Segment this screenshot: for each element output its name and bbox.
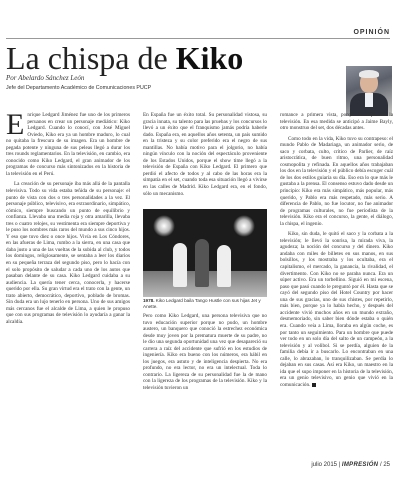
article-column-3 [280,112,393,388]
drop-cap: E [6,108,25,141]
footer-date: julio 2015 [311,462,338,468]
title-bold: Kiko [175,40,244,76]
author-photo-shirt [365,93,373,107]
photo-caption [143,298,267,310]
author-name: Abelardo Sánchez León [18,74,85,82]
photo-figure [195,239,209,287]
page-number: 25 [383,462,390,468]
byline [6,74,84,82]
section-label: OPINIÓN [353,29,390,36]
author-role: Jefe del Departamento Académico de Comunicaciones PUCP [6,85,152,91]
article-title [6,38,243,78]
article-column-2 [143,112,267,197]
caption-text: Kiko Ledgard baila Tango Hustle con sus hijas Jet y Anette. [143,298,261,309]
paragraph-text: Kiko, sin duda, le quitó el saco y la corbata a la televisión; le llevó la sonrisa, la mirada viva, la agudeza; la noción del concurso y del dinero. Kiko andaba con miles de billetes en sus manos, en sus bolsillos, y los mostraba y los ocultaba, era el capitalismo, el mercado, la ganancia, la rivalidad, el divertimento. Con Kiko no se paraba nunca. Era un súper activo. Era un torbellino. Siguió en mi escena, paso que pasó cuando le preguntó por él. Hasta que se cayó del segundo piso del Hotel Country por hacer una de sus gracias, uno de sus chistes, por repetirlo, más bien, porque ya lo había hecho, y después del accidente vivió muchos años en un mundo extraño, desmemoriado, sin saber bien dónde estaba o quién era. Cuando veía a Lima, lloraba en algún coche, es por tanto un seguimiento. Para un hombre que puede ver todo en un solo día del salto de un campeón, a la televisión y al volibol. Si se perdía, alguien de la familia debía ir a buscarlo. Lo encontraban en una calle, lo abrazaban, lo tranquilizaban. Se perdía lo dejaban en sus casas. Así era Kiko, un maestro en la ida que el supo imponer en la historia de la televisión, era un genio televisivo, un genio que vivió en la comunicación. [280,231,393,388]
stage-light [153,215,175,237]
author-photo-hair [359,70,379,78]
paragraph: En España fue un éxito total. Su personalidad vistosa, su gracia innata, su talento para las pruebas y los concursos lo llevó a un éxito que el franquismo jamás podría haberle dado. España era, en aquellos años setenta, un país sumido en la tristeza y su color preferido era el negro de sus mantillas. No había motivo para el jolgorio, no había ningún vínculo con la noción del espectáculo proveniente de los Estados Unidos, porque el show time llegó a la televisión de España con Kiko Ledgard. El primero que perdió el afecto de todos y al cabo de las horas era la simpatía en el set, cuando toda esa situación llegó a vivirse en las calles de Madrid. Kiko Ledgard era, en el fondo, sólo un mecanismo. [143,112,267,197]
page-footer: julio 2015 | IMPRESIÓN / 25 [311,462,390,468]
article-column-1 [6,108,130,326]
byline-prefix: Por [6,74,19,82]
article-photo [143,209,267,297]
photo-figure [173,243,187,287]
paragraph: romance a primera vista, porque lo supo era la televisión. En esa medida se anticipó a Jaime Bayly, otro monstruo del set, dos décadas antes. [280,112,393,132]
paragraph: Como todo en la vida, Kiko tuvo su contrapeso: el mundo Pablo de Madariaga, un animador serio, de saco y corbata, culto, crítico de Parlier, de raíz aristocrática, de buen ritmo, una personalidad cosmopolita y refinada. En aquellos años trabajaban los dos en la televisión y el público debía escoger cuál de los dos estilos guiaría su día. Eso era lo que más le gustaba a la prensa. El consenso estuvo dado desde un principio: Kiko era más simpático, más popular, más querido, y Pablo era más respetado, más serio. A diferencia de Pablo, no fue locutor, no fue animador de programas culturales, no fue periodista de la televisión. Kiko era el concurso, la gente, el diálogo, la chispa, el ingenio. [280,135,393,227]
stage-light [233,215,255,237]
caption-year: 1978. [143,298,155,303]
paragraph-text: nrique Ledgard Jiménez fue uno de los primeros peruanos en crear un personaje mediático: Kiko Ledgard. Cuando lo conocí, con José Miguel Oviedo, Kiko era ya un hombre maduro, lo cual no quitaba la frescura de su imagen. Era un hombre de pegada potente y ninguna de sus peleas llegó a durar los tres rounds reglamentarios. En la televisión, en cambio, era conocido como Kiko Ledgard, el gran animador de los programas de concurso más sintonizados en la historia de la televisión en el Perú. [6,112,130,177]
paragraph [6,108,130,177]
paragraph [280,231,393,388]
footer-separator: / [379,462,382,468]
paragraph: Pero como Kiko Ledgard, una persona televisiva que no tuvo educación superior porque no pudo, un hombre austero, un banquero que conoció la estrechez económica desde muy joven por la prematura muerte de su padre, no le dio una segunda oportunidad una vez que desapareció su carrera a raíz del accidente que sufrió en los estudios de ingeniería. Kiko era bueno con los números, era hábil en los juegos, era astuto y de inteligencia despierta. No era profundo, no era lector, no era un intelectual. Toda lo contrario. La ligereza de su personalidad fue la de mano con la ligereza de los programas de la televisión. Kiko y la televisión tuvieron un [143,313,267,392]
author-photo [346,66,392,116]
photo-figure [217,245,231,287]
title-regular: La chispa de [6,40,176,76]
end-mark [312,383,316,387]
article-column-2-continued [143,313,267,392]
footer-publication: IMPRESIÓN [341,462,379,468]
paragraph: La creación de su personaje iba más allá de la pantalla televisiva. Todo su vida estaba teñida de su personaje: el punto de vista con dos o tres personalidades a la vez. El personaje público, televisivo, era extraordinario, simpático, cómico, siempre buscando un punto de equilibrio y confianza. Llevaba una media roja y otra amarilla, llevaba tres o cuatro relojes, su vestimenta era siempre deportiva y le puso los nombres más raros del mundo a sus cinco hijos. Y eso que tuvo diez o once hijos. Vivía en Los Cóndores, en las afueras de Lima, rumbo a la sierra, en una casa que daba justo a una de las vueltas de la subida al club, y todos los domingos, religiosamente, se sentaba a leer los diarios en su pequeña terraza del segundo piso, pero lo hacía con el solo propósito de saludar a cada uno de los autos que pasaban delante de su casa. Kiko Ledgard cuidaba a su audiencia. La quería tener cerca, conocerla, y hacerse querido por ella. Su gran virtud era el trato con la gente, un trato abierto, democrático, deportivo, poblado de bromas. Sin duda era un lujo tenerlo en persona. Uno de sus amigos más cercanos fue el alcalde de Lima, a quien le propuso que con sus programas de televisión lo ayudaría a ganar la alcaldía. [6,181,130,325]
